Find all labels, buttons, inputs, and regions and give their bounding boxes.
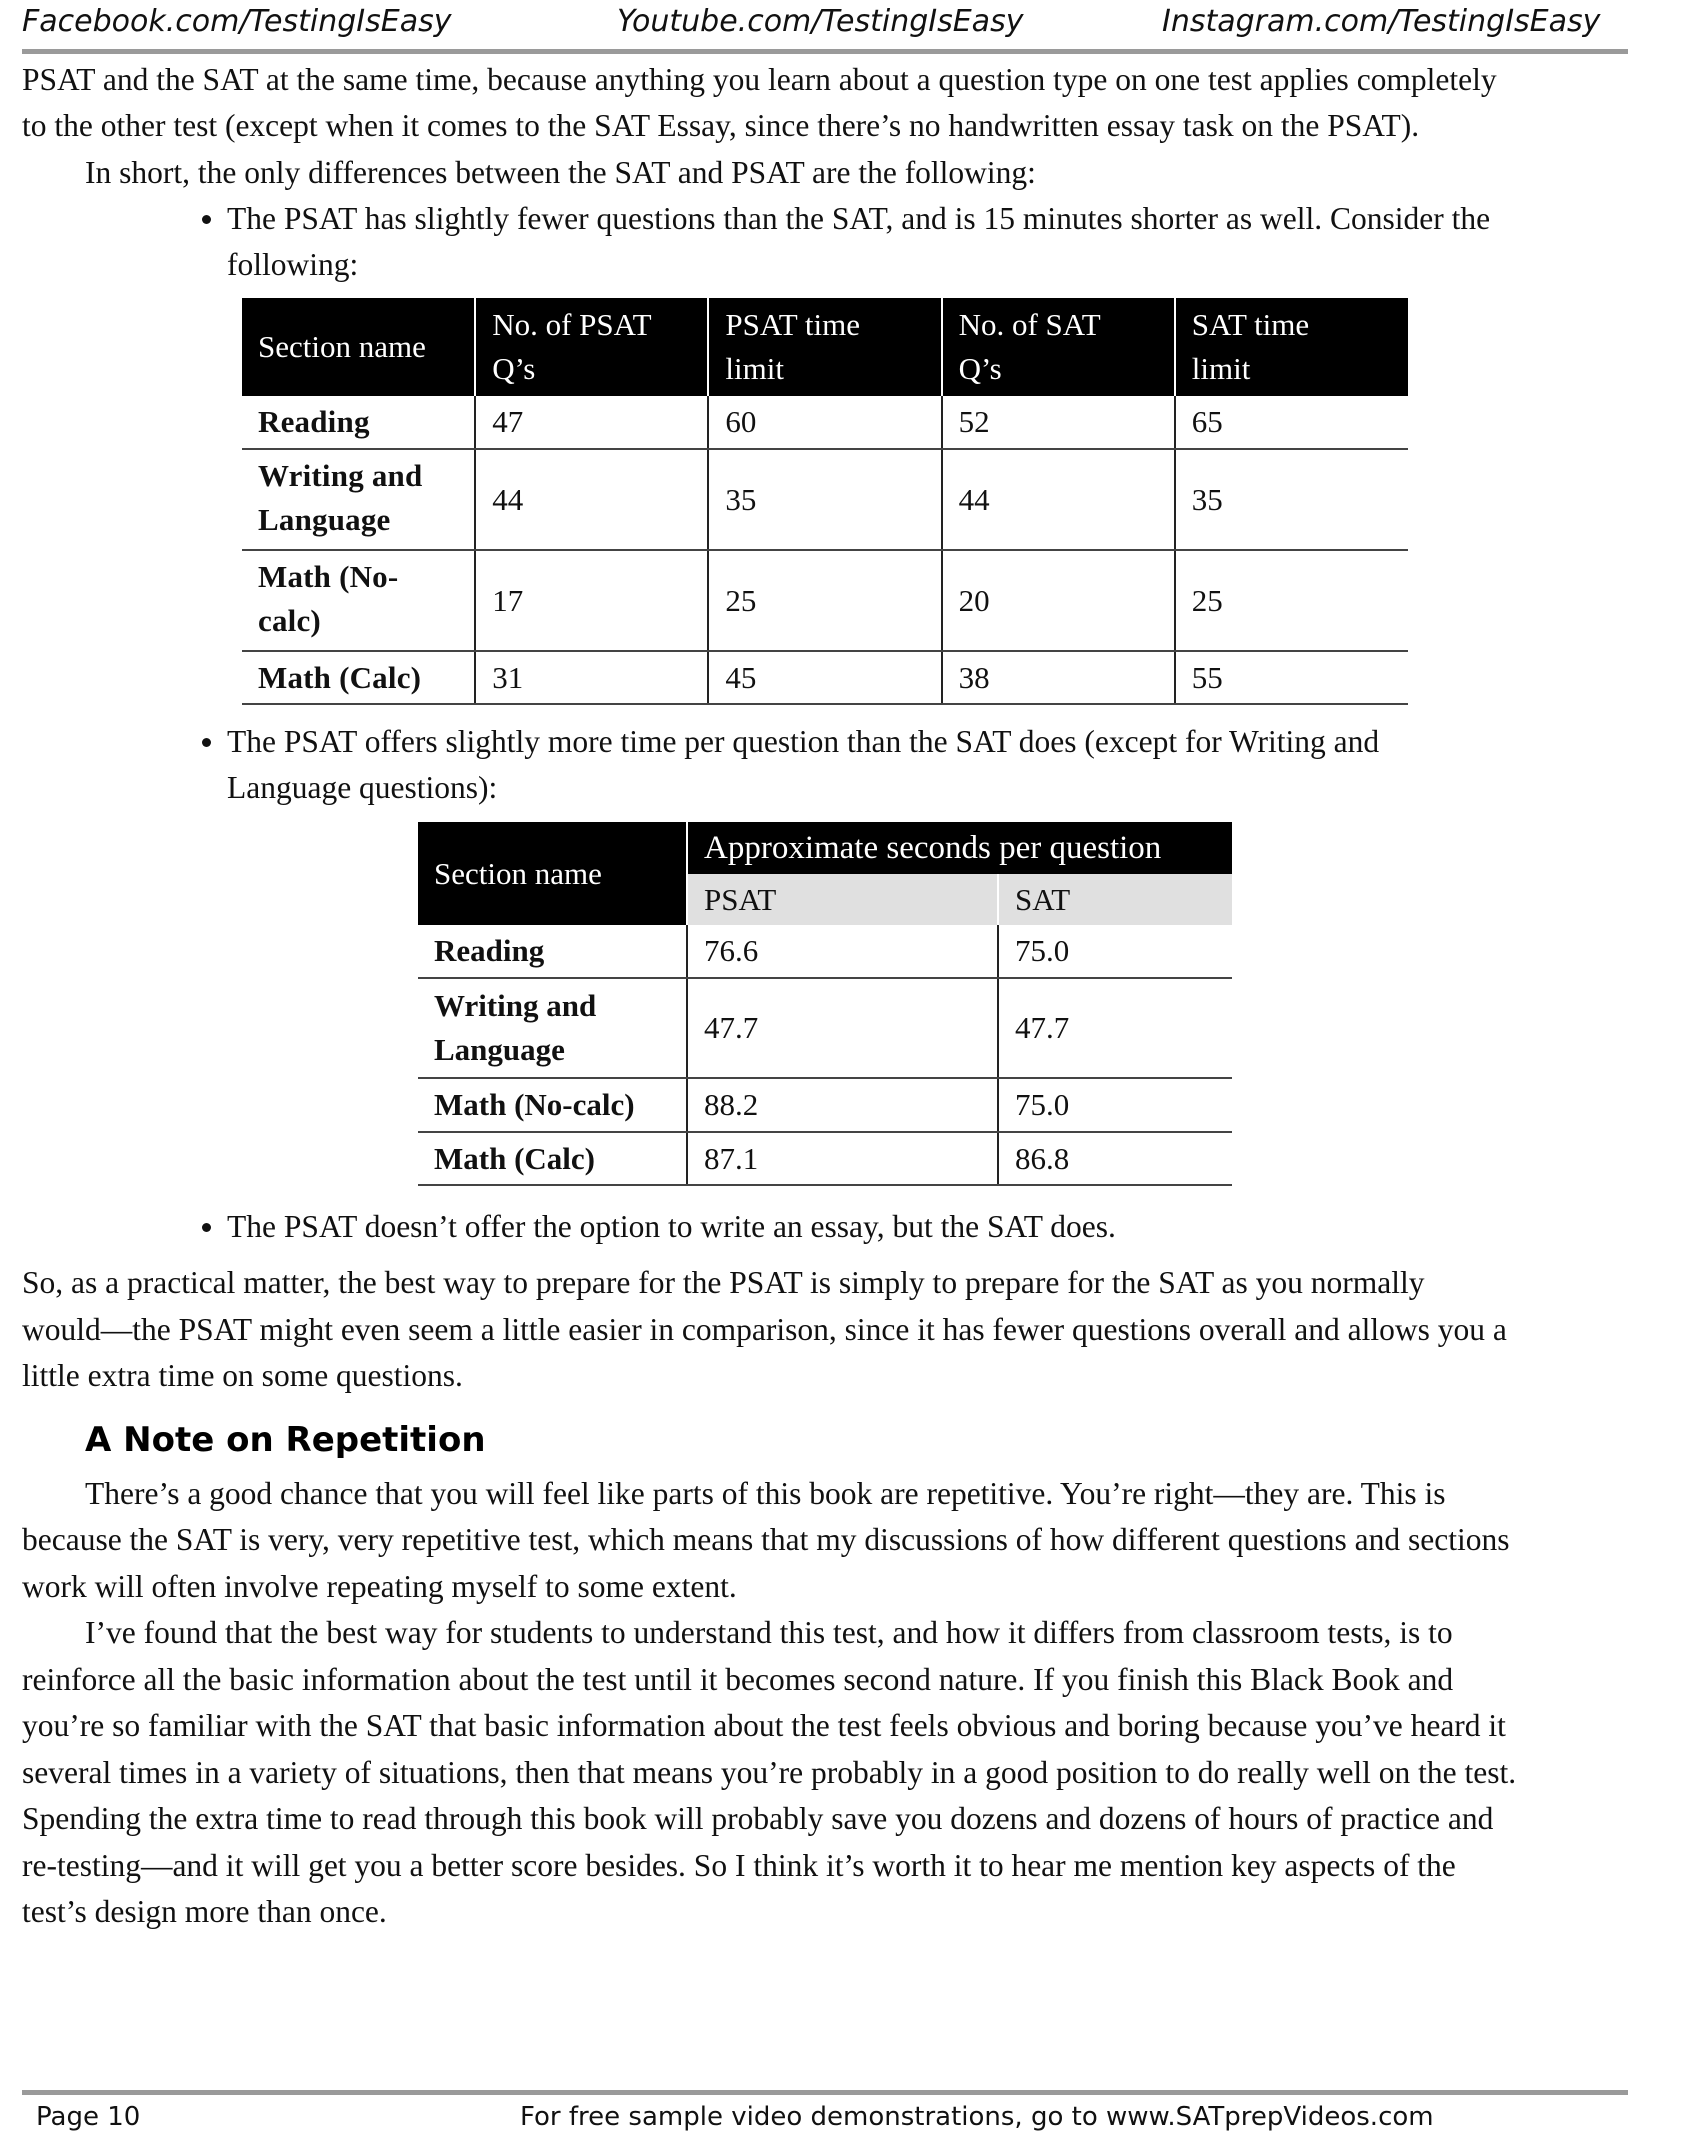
value-cell: 35 (1175, 449, 1408, 550)
section-heading: A Note on Repetition (85, 1420, 486, 1460)
value-cell: 65 (1175, 396, 1408, 449)
section-name-cell: Math (Calc) (242, 651, 475, 704)
table-row (418, 1078, 1232, 1132)
text-line: Language questions): (227, 770, 498, 805)
text-line: to the other test (except when it comes to the SAT Essay, since there’s no handwritten essay task on the PSAT). (22, 108, 1420, 143)
footer-rule (22, 2090, 1628, 2095)
section-name-cell: Math (No- calc) (242, 550, 475, 651)
column-header: Section name (418, 822, 687, 925)
value-cell: 47 (475, 396, 708, 449)
text-line: reinforce all the basic information about the test until it becomes second nature. If you finish this Black Book and (22, 1662, 1454, 1697)
header-rule (22, 49, 1628, 54)
text-line: I’ve found that the best way for students to understand this test, and how it differs from classroom tests, is to (85, 1615, 1453, 1650)
header-facebook-link[interactable]: Facebook.com/TestingIsEasy (22, 4, 452, 39)
value-cell: 20 (942, 550, 1175, 651)
text-line: So, as a practical matter, the best way to prepare for the PSAT is simply to prepare for the SAT as you normally (22, 1265, 1425, 1300)
value-cell: 75.0 (998, 925, 1232, 978)
text-line: There’s a good chance that you will feel like parts of this book are repetitive. You’re right—they are. This is (85, 1476, 1446, 1511)
value-cell: 44 (942, 449, 1175, 550)
value-cell: 75.0 (998, 1078, 1232, 1132)
value-cell: 38 (942, 651, 1175, 704)
question-count-table (242, 298, 1408, 705)
text-line: several times in a variety of situations, then that means you’re probably in a good position to do really well on the test. (22, 1755, 1517, 1790)
text-line: little extra time on some questions. (22, 1358, 463, 1393)
text-line: Spending the extra time to read through this book will probably save you dozens and dozens of hours of practice and (22, 1801, 1494, 1836)
table-row (418, 925, 1232, 978)
value-cell: 31 (475, 651, 708, 704)
table-header-row (242, 298, 1408, 396)
column-header: PSAT (687, 874, 998, 925)
text-line: test’s design more than once. (22, 1894, 387, 1929)
value-cell: 47.7 (998, 978, 1232, 1078)
text-line: PSAT and the SAT at the same time, because anything you learn about a question type on one test applies completely (22, 62, 1497, 97)
section-name-cell: Writing and Language (418, 978, 687, 1078)
text-line: because the SAT is very, very repetitive test, which means that my discussions of how different questions and sections (22, 1522, 1510, 1557)
value-cell: 87.1 (687, 1132, 998, 1185)
section-name-cell: Reading (242, 396, 475, 449)
section-name-cell: Math (Calc) (418, 1132, 687, 1185)
value-cell: 17 (475, 550, 708, 651)
header-instagram-link[interactable]: Instagram.com/TestingIsEasy (1162, 4, 1601, 39)
value-cell: 88.2 (687, 1078, 998, 1132)
value-cell: 25 (708, 550, 941, 651)
bullet-icon (202, 215, 211, 224)
text-line: In short, the only differences between the SAT and PSAT are the following: (85, 155, 1036, 190)
value-cell: 44 (475, 449, 708, 550)
table-row (418, 1132, 1232, 1185)
text-line: The PSAT doesn’t offer the option to write an essay, but the SAT does. (227, 1209, 1116, 1244)
column-header: SAT time limit (1175, 298, 1408, 396)
group-header: Approximate seconds per question (687, 822, 1232, 874)
value-cell: 47.7 (687, 978, 998, 1078)
text-line: would—the PSAT might even seem a little easier in comparison, since it has fewer questions overall and allows you a (22, 1312, 1507, 1347)
page-number: Page 10 (36, 2102, 141, 2132)
bullet-icon (202, 738, 211, 747)
footer-promo-link[interactable]: For free sample video demonstrations, go to www.SATprepVideos.com (520, 2102, 1434, 2132)
text-line: re-testing—and it will get you a better score besides. So I think it’s worth it to hear me mention key aspects of the (22, 1848, 1456, 1883)
bullet-icon (202, 1223, 211, 1232)
value-cell: 60 (708, 396, 941, 449)
value-cell: 76.6 (687, 925, 998, 978)
column-header: Section name (242, 298, 475, 396)
text-line: you’re so familiar with the SAT that basic information about the test feels obvious and boring because you’ve heard it (22, 1708, 1506, 1743)
value-cell: 55 (1175, 651, 1408, 704)
value-cell: 86.8 (998, 1132, 1232, 1185)
text-line: following: (227, 247, 359, 282)
value-cell: 45 (708, 651, 941, 704)
section-name-cell: Math (No-calc) (418, 1078, 687, 1132)
table-row (242, 449, 1408, 550)
table-header-row (418, 822, 1232, 874)
table-row (242, 651, 1408, 704)
value-cell: 52 (942, 396, 1175, 449)
column-header: No. of PSAT Q’s (475, 298, 708, 396)
text-line: The PSAT offers slightly more time per question than the SAT does (except for Writing and (227, 724, 1380, 759)
value-cell: 25 (1175, 550, 1408, 651)
column-header: PSAT time limit (708, 298, 941, 396)
column-header: No. of SAT Q’s (942, 298, 1175, 396)
text-line: The PSAT has slightly fewer questions than the SAT, and is 15 minutes shorter as well. Consider the (227, 201, 1491, 236)
table-row (242, 550, 1408, 651)
table-row (418, 978, 1232, 1078)
section-name-cell: Reading (418, 925, 687, 978)
section-name-cell: Writing and Language (242, 449, 475, 550)
header-youtube-link[interactable]: Youtube.com/TestingIsEasy (617, 4, 1024, 39)
table-row (242, 396, 1408, 449)
seconds-per-question-table (418, 822, 1232, 1186)
text-line: work will often involve repeating myself to some extent. (22, 1569, 737, 1604)
value-cell: 35 (708, 449, 941, 550)
column-header: SAT (998, 874, 1232, 925)
